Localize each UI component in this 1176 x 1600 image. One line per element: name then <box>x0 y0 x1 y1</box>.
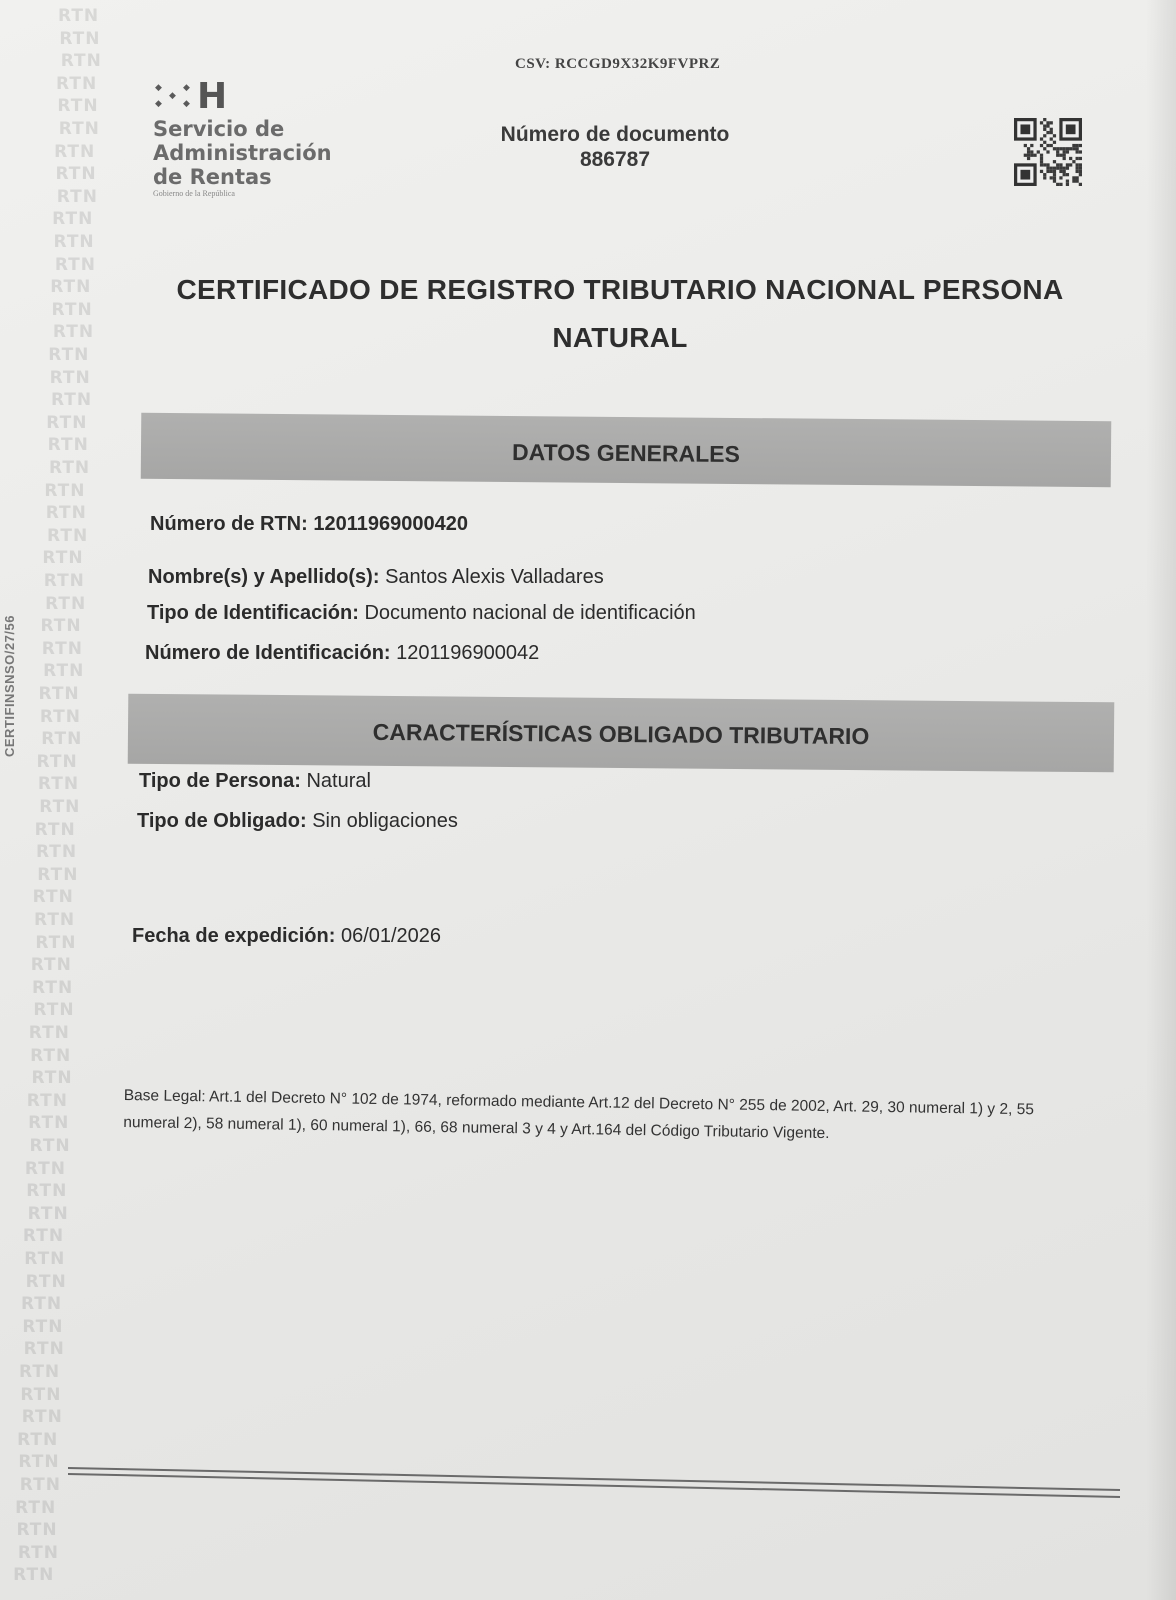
watermark-text: RTN <box>34 819 76 840</box>
logo-letter: H <box>197 76 228 117</box>
watermark-text: RTN <box>44 480 86 501</box>
watermark-text: RTN <box>48 345 90 365</box>
field-value: 12011969000420 <box>313 513 468 535</box>
logo-mark <box>153 78 373 116</box>
watermark-text: RTN <box>22 1226 65 1247</box>
watermark-text: RTN <box>60 51 102 72</box>
rtn-watermark-column <box>14 6 104 1596</box>
stars-icon: ◆ ◆ ◆ ◆ ◆ <box>155 82 190 108</box>
watermark-text: RTN <box>41 638 83 659</box>
field-tipo-identificacion <box>147 602 696 625</box>
field-numero-identificacion <box>145 642 539 665</box>
field-label: Número de Identificación: <box>145 642 391 664</box>
watermark-text: RTN <box>33 1000 75 1021</box>
watermark-text: RTN <box>38 684 80 704</box>
watermark-text: RTN <box>19 1475 61 1495</box>
field-value: 06/01/2026 <box>340 925 442 947</box>
logo-line-3: de Rentas <box>153 165 272 189</box>
watermark-text: RTN <box>46 412 88 433</box>
watermark-text: RTN <box>58 6 100 26</box>
field-label: Tipo de Identificación: <box>147 602 359 624</box>
watermark-text: RTN <box>24 1158 67 1179</box>
field-value: Sin obligaciones <box>312 810 458 832</box>
watermark-text: RTN <box>20 1384 62 1405</box>
watermark-text: RTN <box>59 28 101 49</box>
sar-logo <box>153 78 373 198</box>
watermark-text: RTN <box>47 435 89 456</box>
watermark-text: RTN <box>37 864 79 885</box>
title-line-2: NATURAL <box>552 322 688 353</box>
document-number-value: 886787 <box>579 148 651 171</box>
field-label: Fecha de expedición: <box>132 925 336 947</box>
section-header-datos-generales: DATOS GENERALES <box>141 413 1112 487</box>
watermark-text: RTN <box>54 254 96 275</box>
watermark-text: RTN <box>26 1090 68 1111</box>
field-value: Natural <box>306 770 371 792</box>
field-tipo-persona <box>139 770 371 793</box>
watermark-text: RTN <box>43 571 85 591</box>
watermark-text: RTN <box>28 1023 70 1043</box>
field-nombre <box>148 566 604 589</box>
watermark-text: RTN <box>16 1520 58 1541</box>
watermark-text: RTN <box>21 1407 63 1428</box>
field-label: Número de RTN: <box>150 513 308 535</box>
watermark-text: RTN <box>56 73 98 94</box>
watermark-text: RTN <box>30 955 72 976</box>
field-rtn <box>150 513 468 536</box>
watermark-text: RTN <box>25 1271 67 1292</box>
watermark-text: RTN <box>40 616 82 637</box>
watermark-text: RTN <box>43 661 85 682</box>
watermark-text: RTN <box>39 797 81 817</box>
watermark-text: RTN <box>32 887 74 908</box>
watermark-text: RTN <box>18 1452 60 1473</box>
watermark-text: RTN <box>51 299 93 320</box>
watermark-text: RTN <box>35 842 78 863</box>
watermark-text: RTN <box>17 1429 59 1450</box>
watermark-text: RTN <box>58 119 100 139</box>
field-value: Documento nacional de identificación <box>364 602 696 624</box>
watermark-text: RTN <box>34 910 76 930</box>
watermark-text: RTN <box>52 209 94 230</box>
watermark-text: RTN <box>27 1203 69 1224</box>
watermark-text: RTN <box>42 548 84 569</box>
watermark-text: RTN <box>41 729 83 750</box>
watermark-text: RTN <box>39 706 81 727</box>
watermark-text: RTN <box>26 1181 68 1202</box>
logo-subtitle: Gobierno de la República <box>153 189 235 198</box>
watermark-text: RTN <box>56 186 98 207</box>
qr-code-icon <box>1013 118 1083 186</box>
watermark-text: RTN <box>50 390 93 411</box>
watermark-text: RTN <box>22 1316 64 1337</box>
field-label: Tipo de Obligado: <box>137 810 307 832</box>
document-number-label: Número de documento <box>500 123 730 146</box>
side-reference-code: CERTIFINSNSO/27/56 <box>2 615 17 757</box>
base-legal-text: Base Legal: Art.1 del Decreto N° 102 de 1974, reformado mediante Art.12 del Decreto N° 255 de 2002, Art. 29, 30 numeral 1) y 2, 55 numeral 2), 58 numeral 1), 60 numeral 1), 66, 68 numeral 3 y 4 y Art.164 del Código Tributario Vigente. <box>123 1086 1035 1143</box>
watermark-text: RTN <box>20 1294 63 1315</box>
watermark-text: RTN <box>54 141 96 162</box>
watermark-text: RTN <box>49 458 91 478</box>
watermark-text: RTN <box>55 164 97 185</box>
watermark-text: RTN <box>36 751 78 772</box>
watermark-text: RTN <box>30 1045 72 1066</box>
logo-line-1: Servicio de <box>153 117 285 141</box>
logo-line-2: Administración <box>153 141 332 165</box>
watermark-text: RTN <box>50 277 92 298</box>
watermark-text: RTN <box>52 322 95 343</box>
watermark-text: RTN <box>37 774 80 795</box>
watermark-text: RTN <box>13 1565 55 1586</box>
certificate-title <box>150 266 1090 362</box>
field-fecha-expedicion <box>132 925 441 948</box>
watermark-text: RTN <box>29 1136 71 1156</box>
watermark-text: RTN <box>17 1542 59 1563</box>
watermark-text: RTN <box>24 1249 66 1269</box>
document-number-block <box>480 122 750 172</box>
watermark-text: RTN <box>32 977 74 998</box>
field-label: Tipo de Persona: <box>139 770 301 792</box>
watermark-text: RTN <box>45 503 87 524</box>
csv-code: CSV: RCCGD9X32K9FVPRZ <box>515 56 721 72</box>
watermark-text: RTN <box>49 367 91 388</box>
watermark-text: RTN <box>45 593 87 614</box>
footer-rule-lines <box>68 1462 1128 1502</box>
watermark-text: RTN <box>53 232 95 252</box>
watermark-text: RTN <box>19 1362 61 1382</box>
watermark-text: RTN <box>28 1113 70 1134</box>
watermark-text: RTN <box>35 932 77 953</box>
watermark-text: RTN <box>23 1339 65 1360</box>
watermark-text: RTN <box>15 1497 57 1518</box>
field-tipo-obligado <box>137 810 458 833</box>
title-line-1: CERTIFICADO DE REGISTRO TRIBUTARIO NACIONAL PERSONA <box>176 274 1064 305</box>
watermark-text: RTN <box>47 525 89 546</box>
field-value: 1201196900042 <box>396 642 540 664</box>
section-header-caracteristicas: CARACTERÍSTICAS OBLIGADO TRIBUTARIO <box>128 694 1115 773</box>
field-value: Santos Alexis Valladares <box>385 566 604 588</box>
watermark-text: RTN <box>31 1068 73 1089</box>
watermark-text: RTN <box>57 96 99 117</box>
field-label: Nombre(s) y Apellido(s): <box>148 566 380 588</box>
